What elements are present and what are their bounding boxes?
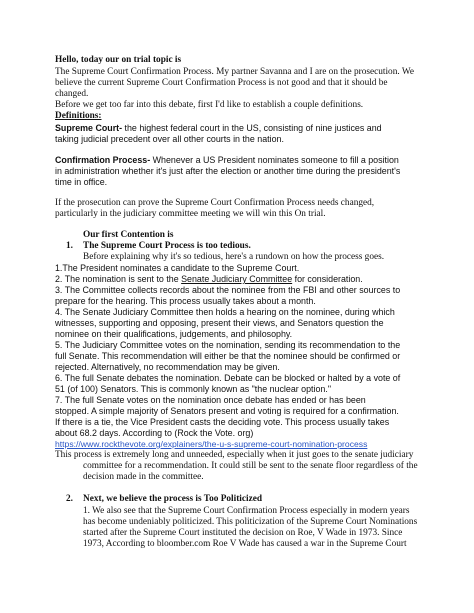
contention-2-line-2: has become undeniably politicized. This politicization of the Supreme Court Nominations [83, 517, 418, 527]
step-5-line-1: 5. The Judiciary Committee votes on the nomination, sending its recommendation to the [55, 340, 401, 350]
senate-judiciary-committee-link[interactable]: Senate Judiciary Committee [181, 274, 293, 284]
step-7-line-3: If there is a tie, the Vice President casts the deciding vote. This process usually takes [55, 417, 390, 427]
contention-2-number: 2. [66, 494, 73, 504]
definition-term: Supreme Court- [55, 123, 123, 133]
source-link[interactable]: https://www.rockthevote.org/explainers/the-u-s-supreme-court-nomination-process [55, 439, 368, 449]
definition-text: the highest federal court in the US, consisting of nine justices and [122, 123, 382, 133]
step-5-line-2: full Senate. This recommendation will either be that the nominee should be confirmed or [55, 351, 401, 361]
step-3-line-2: prepare for the hearing. This process usually takes about a month. [55, 296, 316, 306]
definition-term: Confirmation Process- [55, 155, 151, 165]
step-4-line-3: nominee on their qualifications, judgements, and philosophy. [55, 329, 293, 339]
intro-line-4: Before we get too far into this debate, first I'd like to establish a couple definitions. [55, 100, 364, 110]
contention-2-line-3: started after the Supreme Court instituted the decision on Roe, V Wade in 1973. Since [83, 528, 403, 538]
definitions-heading: Definitions: [55, 111, 102, 121]
contention-2-title: Next, we believe the process is Too Politicized [83, 494, 263, 504]
definition-confirmation-line-3: time in office. [55, 177, 108, 187]
contention-2-line-1: 1. We also see that the Supreme Court Confirmation Process especially in modern years [83, 506, 410, 516]
definition-text: Whenever a US President nominates someone to fill a position [150, 155, 399, 165]
definition-supreme-court-line-2: taking judicial precedent over all other courts in the nation. [55, 134, 284, 144]
step-6-line-2: 51 (of 100) Senators. This is commonly known as "the nuclear option." [55, 384, 331, 394]
contention-1-number: 1. [66, 241, 73, 251]
step-5-line-3: rejected. Alternatively, no recommendation may be given. [55, 362, 280, 372]
step-4-line-1: 4. The Senate Judiciary Committee then holds a hearing on the nominee, during which [55, 307, 395, 317]
definition-confirmation-line-2: in administration whether it's just after the election or another time during the president's [55, 166, 401, 176]
contention-1-intro: Before explaining why it's so tedious, here's a rundown on how the process goes. [83, 252, 385, 262]
prosecution-line-1: If the prosecution can prove the Supreme Court Confirmation Process needs changed, [55, 198, 375, 208]
contention-2-line-4: 1973, According to bloomber.com Roe V Wade has caused a war in the Supreme Court [83, 539, 407, 549]
step-6-line-1: 6. The full Senate debates the nomination. Debate can be blocked or halted by a vote of [55, 373, 401, 383]
contention-1-title: The Supreme Court Process is too tedious. [83, 241, 251, 251]
intro-line-2: believe the current Supreme Court Confirmation Process is not good and that it should be [55, 78, 388, 88]
step-1: 1.The President nominates a candidate to the Supreme Court. [55, 263, 300, 273]
step-2-text: 2. The nomination is sent to the [55, 274, 182, 284]
intro-line-1: The Supreme Court Confirmation Process. My partner Savanna and I are on the prosecution. We [55, 67, 414, 77]
prosecution-line-2: particularly in the judiciary committee meeting we will win this On trial. [55, 209, 326, 219]
step-7-line-2: stopped. A simple majority of Senators present and voting is required for a confirmation. [55, 406, 399, 416]
definition-confirmation-process [55, 155, 399, 166]
step-7-line-4: about 68.2 days. According to (Rock the Vote. org) [55, 428, 254, 438]
greeting-heading: Hello, today our on trial topic is [55, 55, 182, 65]
definition-supreme-court [55, 123, 382, 134]
closing-line-3: decision made in the committee. [83, 472, 204, 482]
step-2-text-end: for consideration. [292, 274, 363, 284]
intro-line-3: changed. [55, 89, 89, 99]
closing-line-2: committee for a recommendation. It could still be sent to the senate floor regardless of the [83, 461, 418, 471]
step-3-line-1: 3. The Committee collects records about the nominee from the FBI and other sources to [55, 285, 401, 295]
step-2 [55, 274, 363, 285]
step-7-line-1: 7. The full Senate votes on the nomination once debate has ended or has been [55, 395, 366, 405]
closing-line-1: This process is extremely long and unneeded, especially when it just goes to the senate judiciary [55, 450, 414, 460]
first-contention-heading: Our first Contention is [83, 230, 174, 240]
step-4-line-2: witnesses, supporting and opposing, present their views, and Senators question the [55, 318, 384, 328]
